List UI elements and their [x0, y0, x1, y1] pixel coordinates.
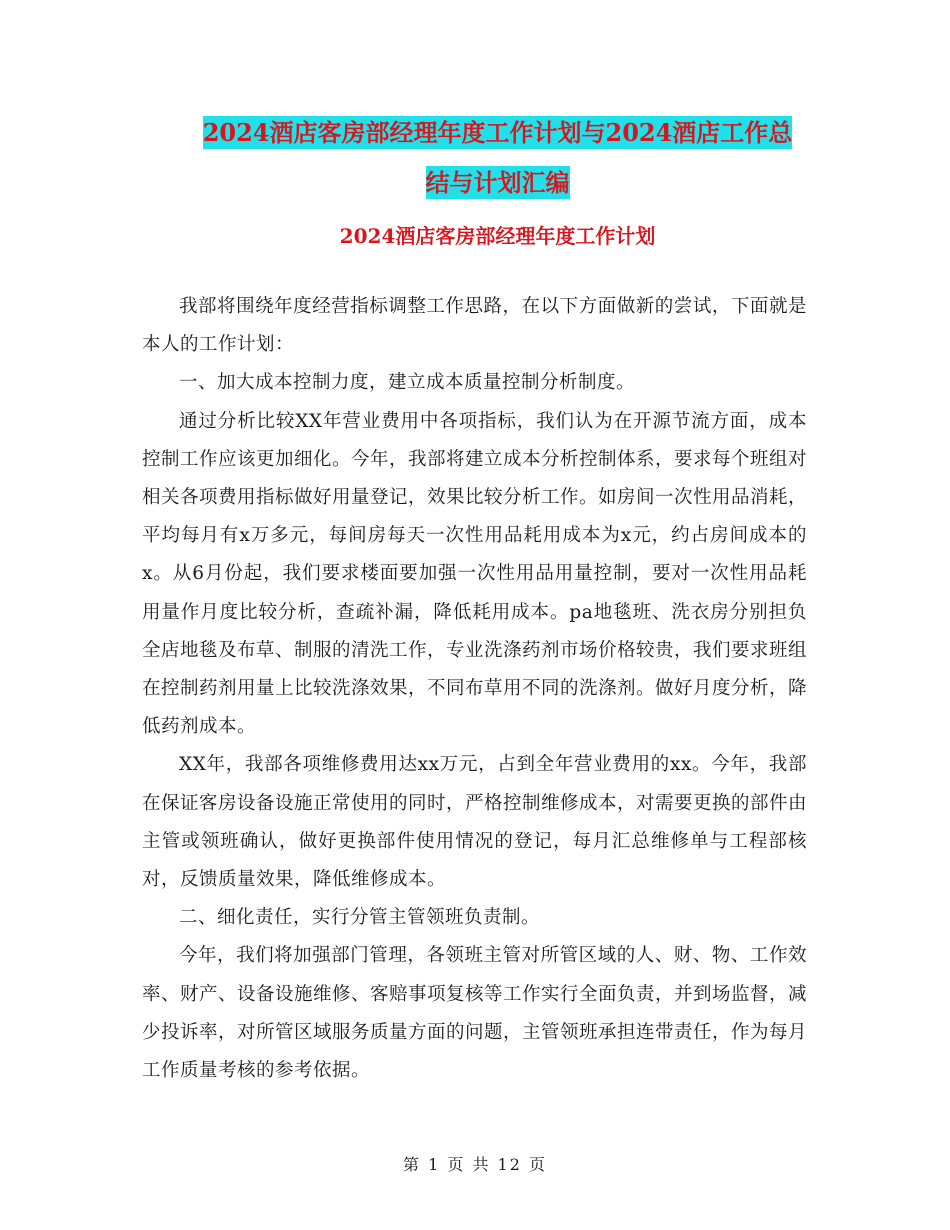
paragraph-maintenance: XX年，我部各项维修费用达xx万元，占到全年营业费用的xx。今年，我部在保证客房设备设施正常使用的同时，严格控制维修成本，对需要更换的部件由主管或领班确认，做好更换部件使用情况的登记，每月汇总维修单与工程部核对，反馈质量效果，降低维修成本。 — [142, 754, 808, 891]
document-title-line-1: 2024酒店客房部经理年度工作计划与2024酒店工作总 — [202, 118, 793, 147]
paragraph-cost-control: 通过分析比较XX年营业费用中各项指标，我们认为在开源节流方面，成本控制工作应该更加细化。今年，我部将建立成本分析控制体系，要求每个班组对相关各项费用指标做好用量登记，效果比较分析工作。如房间一次性用品消耗，平均每月有x万多元，每间房每天一次性用品耗用成本为x元，约占房间成本的x。从6月份起，我们要求楼面要加强一次性用品用量控制，要对一次性用品耗用量作月度比较分析，查疏补漏，降低耗用成本。pa地毯班、洗衣房分别担负全店地毯及布草、制服的清洗工作，专业洗涤药剂市场价格较贵，我们要求班组在控制药剂用量上比较洗涤效果，不同布草用不同的洗涤剂。做好月度分析，降低药剂成本。 — [142, 410, 808, 738]
document-body — [142, 288, 807, 1090]
paragraph-intro: 我部将围绕年度经营指标调整工作思路，在以下方面做新的尝试，下面就是本人的工作计划： — [142, 296, 807, 356]
page-number-footer: 第 1 页 共 12 页 — [403, 1155, 547, 1174]
document-title-line-2: 结与计划汇编 — [425, 168, 570, 197]
document-title — [140, 108, 855, 208]
paragraph-responsibility: 今年，我们将加强部门管理，各领班主管对所管区域的人、财、物、工作效率、财产、设备设施维修、客赔事项复核等工作实行全面负责，并到场监督，减少投诉率，对所管区域服务质量方面的问题，主管领班承担连带责任，作为每月工作质量考核的参考依据。 — [142, 945, 808, 1082]
paragraph-heading-2: 二、细化责任，实行分管主管领班负责制。 — [179, 907, 541, 929]
paragraph-heading-1: 一、加大成本控制力度，建立成本质量控制分析制度。 — [179, 372, 636, 394]
section-title: 2024酒店客房部经理年度工作计划 — [339, 224, 656, 248]
